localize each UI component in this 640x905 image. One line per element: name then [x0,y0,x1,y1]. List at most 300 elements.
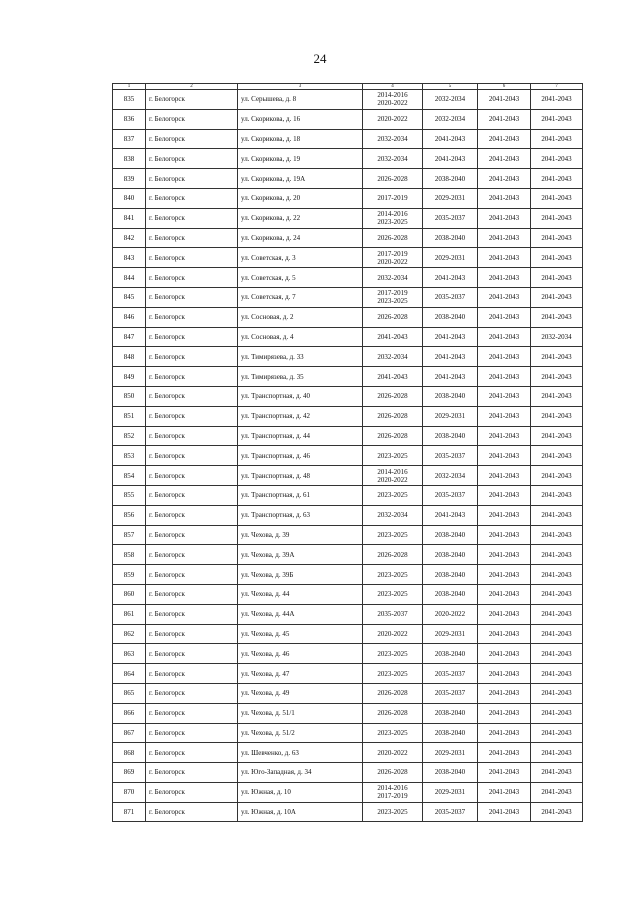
period-2-cell: 2041-2043 [423,129,478,149]
row-number-cell: 865 [113,683,146,703]
row-number-cell: 863 [113,644,146,664]
period-1-cell: 2017-2019 2020-2022 [363,248,423,268]
period-2-cell: 2038-2040 [423,644,478,664]
row-number-cell: 862 [113,624,146,644]
period-2-cell: 2041-2043 [423,149,478,169]
period-2-cell: 2035-2037 [423,802,478,822]
period-1-cell: 2020-2022 [363,624,423,644]
locality-cell: г. Белогорск [146,664,238,684]
locality-cell: г. Белогорск [146,545,238,565]
locality-cell: г. Белогорск [146,149,238,169]
period-1-cell: 2026-2028 [363,426,423,446]
row-number-cell: 840 [113,188,146,208]
period-3-cell: 2041-2043 [478,584,531,604]
period-4-cell: 2041-2043 [531,268,583,288]
row-number-cell: 835 [113,90,146,110]
header-cell-1: 1 [113,84,146,90]
period-4-cell: 2041-2043 [531,307,583,327]
header-cell-2: 2 [146,84,238,90]
period-3-cell: 2041-2043 [478,307,531,327]
locality-cell: г. Белогорск [146,169,238,189]
period-2-cell: 2032-2034 [423,90,478,110]
row-number-cell: 866 [113,703,146,723]
period-2-cell: 2041-2043 [423,268,478,288]
period-1-cell: 2023-2025 [363,644,423,664]
locality-cell: г. Белогорск [146,723,238,743]
header-cell-4: 4 [363,84,423,90]
period-1-cell: 2032-2034 [363,129,423,149]
period-3-cell: 2041-2043 [478,624,531,644]
address-cell: ул. Советская, д. 3 [238,248,363,268]
locality-cell: г. Белогорск [146,683,238,703]
locality-cell: г. Белогорск [146,505,238,525]
locality-cell: г. Белогорск [146,228,238,248]
period-4-cell: 2041-2043 [531,466,583,486]
period-1-cell: 2026-2028 [363,545,423,565]
address-cell: ул. Транспортная, д. 44 [238,426,363,446]
locality-cell: г. Белогорск [146,644,238,664]
period-4-cell: 2041-2043 [531,525,583,545]
period-1-cell: 2026-2028 [363,307,423,327]
locality-cell: г. Белогорск [146,268,238,288]
address-cell: ул. Скорикова, д. 24 [238,228,363,248]
row-number-cell: 844 [113,268,146,288]
period-1-cell: 2014-2016 2020-2022 [363,90,423,110]
locality-cell: г. Белогорск [146,367,238,387]
table-row [113,347,583,367]
locality-cell: г. Белогорск [146,802,238,822]
table-row [113,466,583,486]
period-4-cell: 2041-2043 [531,228,583,248]
locality-cell: г. Белогорск [146,604,238,624]
row-number-cell: 838 [113,149,146,169]
period-4-cell: 2041-2043 [531,485,583,505]
table-row [113,505,583,525]
period-2-cell: 2029-2031 [423,782,478,802]
period-2-cell: 2041-2043 [423,367,478,387]
table-row [113,149,583,169]
period-3-cell: 2041-2043 [478,228,531,248]
header-cell-6: 6 [478,84,531,90]
locality-cell: г. Белогорск [146,287,238,307]
locality-cell: г. Белогорск [146,584,238,604]
table-row [113,565,583,585]
address-cell: ул. Транспортная, д. 40 [238,386,363,406]
table-row [113,169,583,189]
period-3-cell: 2041-2043 [478,604,531,624]
period-2-cell: 2020-2022 [423,604,478,624]
period-1-cell: 2026-2028 [363,228,423,248]
period-2-cell: 2038-2040 [423,386,478,406]
table-row [113,109,583,129]
period-3-cell: 2041-2043 [478,287,531,307]
period-2-cell: 2038-2040 [423,565,478,585]
locality-cell: г. Белогорск [146,565,238,585]
period-4-cell: 2041-2043 [531,169,583,189]
period-3-cell: 2041-2043 [478,446,531,466]
table-row [113,604,583,624]
period-3-cell: 2041-2043 [478,644,531,664]
period-1-cell: 2023-2025 [363,565,423,585]
table-row [113,248,583,268]
table-row [113,90,583,110]
period-4-cell: 2041-2043 [531,802,583,822]
table-row [113,703,583,723]
address-cell: ул. Скорикова, д. 16 [238,109,363,129]
period-4-cell: 2032-2034 [531,327,583,347]
period-2-cell: 2032-2034 [423,466,478,486]
table-row [113,208,583,228]
housing-repair-schedule-table [112,83,583,822]
row-number-cell: 845 [113,287,146,307]
address-cell: ул. Советская, д. 7 [238,287,363,307]
period-1-cell: 2035-2037 [363,604,423,624]
period-3-cell: 2041-2043 [478,208,531,228]
period-1-cell: 2017-2019 2023-2025 [363,287,423,307]
period-4-cell: 2041-2043 [531,763,583,783]
locality-cell: г. Белогорск [146,248,238,268]
table-row [113,446,583,466]
header-cell-3: 3 [238,84,363,90]
period-4-cell: 2041-2043 [531,782,583,802]
period-3-cell: 2041-2043 [478,327,531,347]
table-row [113,802,583,822]
period-4-cell: 2041-2043 [531,644,583,664]
row-number-cell: 846 [113,307,146,327]
period-2-cell: 2038-2040 [423,525,478,545]
locality-cell: г. Белогорск [146,743,238,763]
row-number-cell: 842 [113,228,146,248]
period-4-cell: 2041-2043 [531,90,583,110]
period-4-cell: 2041-2043 [531,723,583,743]
address-cell: ул. Чехова, д. 46 [238,644,363,664]
period-1-cell: 2026-2028 [363,763,423,783]
period-3-cell: 2041-2043 [478,268,531,288]
period-1-cell: 2023-2025 [363,584,423,604]
address-cell: ул. Чехова, д. 44 [238,584,363,604]
period-4-cell: 2041-2043 [531,129,583,149]
address-cell: ул. Тимирязева, д. 35 [238,367,363,387]
period-3-cell: 2041-2043 [478,367,531,387]
period-1-cell: 2032-2034 [363,347,423,367]
period-4-cell: 2041-2043 [531,208,583,228]
address-cell: ул. Сосновая, д. 2 [238,307,363,327]
row-number-cell: 841 [113,208,146,228]
period-2-cell: 2038-2040 [423,426,478,446]
table-row [113,367,583,387]
address-cell: ул. Тимирязева, д. 33 [238,347,363,367]
period-2-cell: 2035-2037 [423,485,478,505]
address-cell: ул. Транспортная, д. 63 [238,505,363,525]
row-number-cell: 867 [113,723,146,743]
table-row [113,525,583,545]
period-2-cell: 2038-2040 [423,545,478,565]
period-2-cell: 2029-2031 [423,624,478,644]
period-1-cell: 2041-2043 [363,367,423,387]
row-number-cell: 861 [113,604,146,624]
period-3-cell: 2041-2043 [478,703,531,723]
period-2-cell: 2035-2037 [423,208,478,228]
row-number-cell: 855 [113,485,146,505]
row-number-cell: 869 [113,763,146,783]
period-2-cell: 2041-2043 [423,327,478,347]
period-2-cell: 2038-2040 [423,307,478,327]
table-row [113,763,583,783]
address-cell: ул. Скорикова, д. 19А [238,169,363,189]
address-cell: ул. Шевченко, д. 63 [238,743,363,763]
period-2-cell: 2041-2043 [423,505,478,525]
period-3-cell: 2041-2043 [478,386,531,406]
address-cell: ул. Транспортная, д. 46 [238,446,363,466]
period-2-cell: 2029-2031 [423,406,478,426]
period-4-cell: 2041-2043 [531,188,583,208]
address-cell: ул. Чехова, д. 49 [238,683,363,703]
period-4-cell: 2041-2043 [531,426,583,446]
period-4-cell: 2041-2043 [531,505,583,525]
table-row [113,327,583,347]
period-3-cell: 2041-2043 [478,188,531,208]
locality-cell: г. Белогорск [146,782,238,802]
period-4-cell: 2041-2043 [531,287,583,307]
row-number-cell: 864 [113,664,146,684]
period-1-cell: 2017-2019 [363,188,423,208]
address-cell: ул. Советская, д. 5 [238,268,363,288]
period-4-cell: 2041-2043 [531,367,583,387]
period-1-cell: 2020-2022 [363,743,423,763]
period-3-cell: 2041-2043 [478,525,531,545]
row-number-cell: 836 [113,109,146,129]
table-row [113,287,583,307]
row-number-cell: 849 [113,367,146,387]
table-row [113,743,583,763]
period-3-cell: 2041-2043 [478,664,531,684]
period-3-cell: 2041-2043 [478,426,531,446]
locality-cell: г. Белогорск [146,446,238,466]
locality-cell: г. Белогорск [146,90,238,110]
row-number-cell: 847 [113,327,146,347]
period-1-cell: 2014-2016 2017-2019 [363,782,423,802]
period-4-cell: 2041-2043 [531,624,583,644]
row-number-cell: 856 [113,505,146,525]
locality-cell: г. Белогорск [146,703,238,723]
period-1-cell: 2023-2025 [363,802,423,822]
period-4-cell: 2041-2043 [531,703,583,723]
period-1-cell: 2026-2028 [363,386,423,406]
period-4-cell: 2041-2043 [531,347,583,367]
period-3-cell: 2041-2043 [478,149,531,169]
period-4-cell: 2041-2043 [531,664,583,684]
period-4-cell: 2041-2043 [531,743,583,763]
period-4-cell: 2041-2043 [531,109,583,129]
address-cell: ул. Чехова, д. 39А [238,545,363,565]
period-3-cell: 2041-2043 [478,723,531,743]
address-cell: ул. Южная, д. 10 [238,782,363,802]
period-3-cell: 2041-2043 [478,90,531,110]
period-2-cell: 2041-2043 [423,347,478,367]
period-4-cell: 2041-2043 [531,149,583,169]
period-3-cell: 2041-2043 [478,683,531,703]
row-number-cell: 870 [113,782,146,802]
address-cell: ул. Скорикова, д. 18 [238,129,363,149]
period-3-cell: 2041-2043 [478,485,531,505]
period-2-cell: 2032-2034 [423,109,478,129]
address-cell: ул. Южная, д. 10А [238,802,363,822]
row-number-cell: 859 [113,565,146,585]
period-1-cell: 2032-2034 [363,505,423,525]
row-number-cell: 851 [113,406,146,426]
period-2-cell: 2035-2037 [423,287,478,307]
period-3-cell: 2041-2043 [478,248,531,268]
period-3-cell: 2041-2043 [478,782,531,802]
period-3-cell: 2041-2043 [478,406,531,426]
period-2-cell: 2035-2037 [423,446,478,466]
table-row [113,683,583,703]
address-cell: ул. Чехова, д. 47 [238,664,363,684]
period-4-cell: 2041-2043 [531,406,583,426]
period-3-cell: 2041-2043 [478,763,531,783]
period-1-cell: 2014-2016 2020-2022 [363,466,423,486]
period-2-cell: 2038-2040 [423,723,478,743]
period-3-cell: 2041-2043 [478,565,531,585]
period-1-cell: 2026-2028 [363,683,423,703]
period-2-cell: 2038-2040 [423,584,478,604]
row-number-cell: 857 [113,525,146,545]
period-3-cell: 2041-2043 [478,169,531,189]
period-2-cell: 2038-2040 [423,763,478,783]
period-1-cell: 2023-2025 [363,446,423,466]
period-3-cell: 2041-2043 [478,129,531,149]
period-2-cell: 2038-2040 [423,169,478,189]
row-number-cell: 848 [113,347,146,367]
period-1-cell: 2014-2016 2023-2025 [363,208,423,228]
period-3-cell: 2041-2043 [478,743,531,763]
table-row [113,228,583,248]
row-number-cell: 850 [113,386,146,406]
table-row [113,485,583,505]
period-4-cell: 2041-2043 [531,683,583,703]
table-row [113,664,583,684]
period-2-cell: 2038-2040 [423,228,478,248]
period-2-cell: 2035-2037 [423,664,478,684]
period-1-cell: 2023-2025 [363,723,423,743]
period-2-cell: 2029-2031 [423,188,478,208]
locality-cell: г. Белогорск [146,307,238,327]
page-number: 24 [313,51,327,66]
table-row [113,406,583,426]
address-cell: ул. Чехова, д. 51/2 [238,723,363,743]
period-4-cell: 2041-2043 [531,248,583,268]
locality-cell: г. Белогорск [146,426,238,446]
table-row [113,426,583,446]
row-number-cell: 858 [113,545,146,565]
header-cell-5: 5 [423,84,478,90]
locality-cell: г. Белогорск [146,763,238,783]
locality-cell: г. Белогорск [146,466,238,486]
address-cell: ул. Серышева, д. 8 [238,90,363,110]
period-4-cell: 2041-2043 [531,565,583,585]
locality-cell: г. Белогорск [146,188,238,208]
period-1-cell: 2032-2034 [363,268,423,288]
period-2-cell: 2029-2031 [423,248,478,268]
period-4-cell: 2041-2043 [531,386,583,406]
header-cell-7: 7 [531,84,583,90]
period-1-cell: 2026-2028 [363,703,423,723]
table-body [113,84,583,822]
period-1-cell: 2026-2028 [363,169,423,189]
locality-cell: г. Белогорск [146,347,238,367]
row-number-cell: 868 [113,743,146,763]
locality-cell: г. Белогорск [146,386,238,406]
table-row [113,782,583,802]
table-row [113,723,583,743]
period-3-cell: 2041-2043 [478,109,531,129]
locality-cell: г. Белогорск [146,208,238,228]
table-row [113,545,583,565]
address-cell: ул. Транспортная, д. 61 [238,485,363,505]
period-1-cell: 2023-2025 [363,664,423,684]
period-3-cell: 2041-2043 [478,802,531,822]
table-row [113,129,583,149]
period-1-cell: 2023-2025 [363,525,423,545]
period-4-cell: 2041-2043 [531,584,583,604]
address-cell: ул. Скорикова, д. 20 [238,188,363,208]
period-3-cell: 2041-2043 [478,347,531,367]
address-cell: ул. Чехова, д. 51/1 [238,703,363,723]
address-cell: ул. Скорикова, д. 19 [238,149,363,169]
period-2-cell: 2038-2040 [423,703,478,723]
period-1-cell: 2041-2043 [363,327,423,347]
period-2-cell: 2035-2037 [423,683,478,703]
address-cell: ул. Транспортная, д. 48 [238,466,363,486]
locality-cell: г. Белогорск [146,327,238,347]
locality-cell: г. Белогорск [146,406,238,426]
locality-cell: г. Белогорск [146,624,238,644]
period-1-cell: 2023-2025 [363,485,423,505]
row-number-cell: 854 [113,466,146,486]
address-cell: ул. Чехова, д. 44А [238,604,363,624]
address-cell: ул. Чехова, д. 39 [238,525,363,545]
address-cell: ул. Транспортная, д. 42 [238,406,363,426]
period-3-cell: 2041-2043 [478,545,531,565]
table-row [113,307,583,327]
table-row [113,386,583,406]
period-1-cell: 2032-2034 [363,149,423,169]
period-4-cell: 2041-2043 [531,446,583,466]
row-number-cell: 853 [113,446,146,466]
address-cell: ул. Чехова, д. 45 [238,624,363,644]
address-cell: ул. Юго-Западная, д. 34 [238,763,363,783]
table-row [113,268,583,288]
period-3-cell: 2041-2043 [478,466,531,486]
locality-cell: г. Белогорск [146,485,238,505]
row-number-cell: 871 [113,802,146,822]
locality-cell: г. Белогорск [146,109,238,129]
period-1-cell: 2020-2022 [363,109,423,129]
address-cell: ул. Скорикова, д. 22 [238,208,363,228]
row-number-cell: 852 [113,426,146,446]
table-row [113,584,583,604]
table-row [113,624,583,644]
period-2-cell: 2029-2031 [423,743,478,763]
locality-cell: г. Белогорск [146,525,238,545]
period-3-cell: 2041-2043 [478,505,531,525]
address-cell: ул. Сосновая, д. 4 [238,327,363,347]
period-4-cell: 2041-2043 [531,604,583,624]
table-row [113,188,583,208]
locality-cell: г. Белогорск [146,129,238,149]
row-number-cell: 837 [113,129,146,149]
period-4-cell: 2041-2043 [531,545,583,565]
